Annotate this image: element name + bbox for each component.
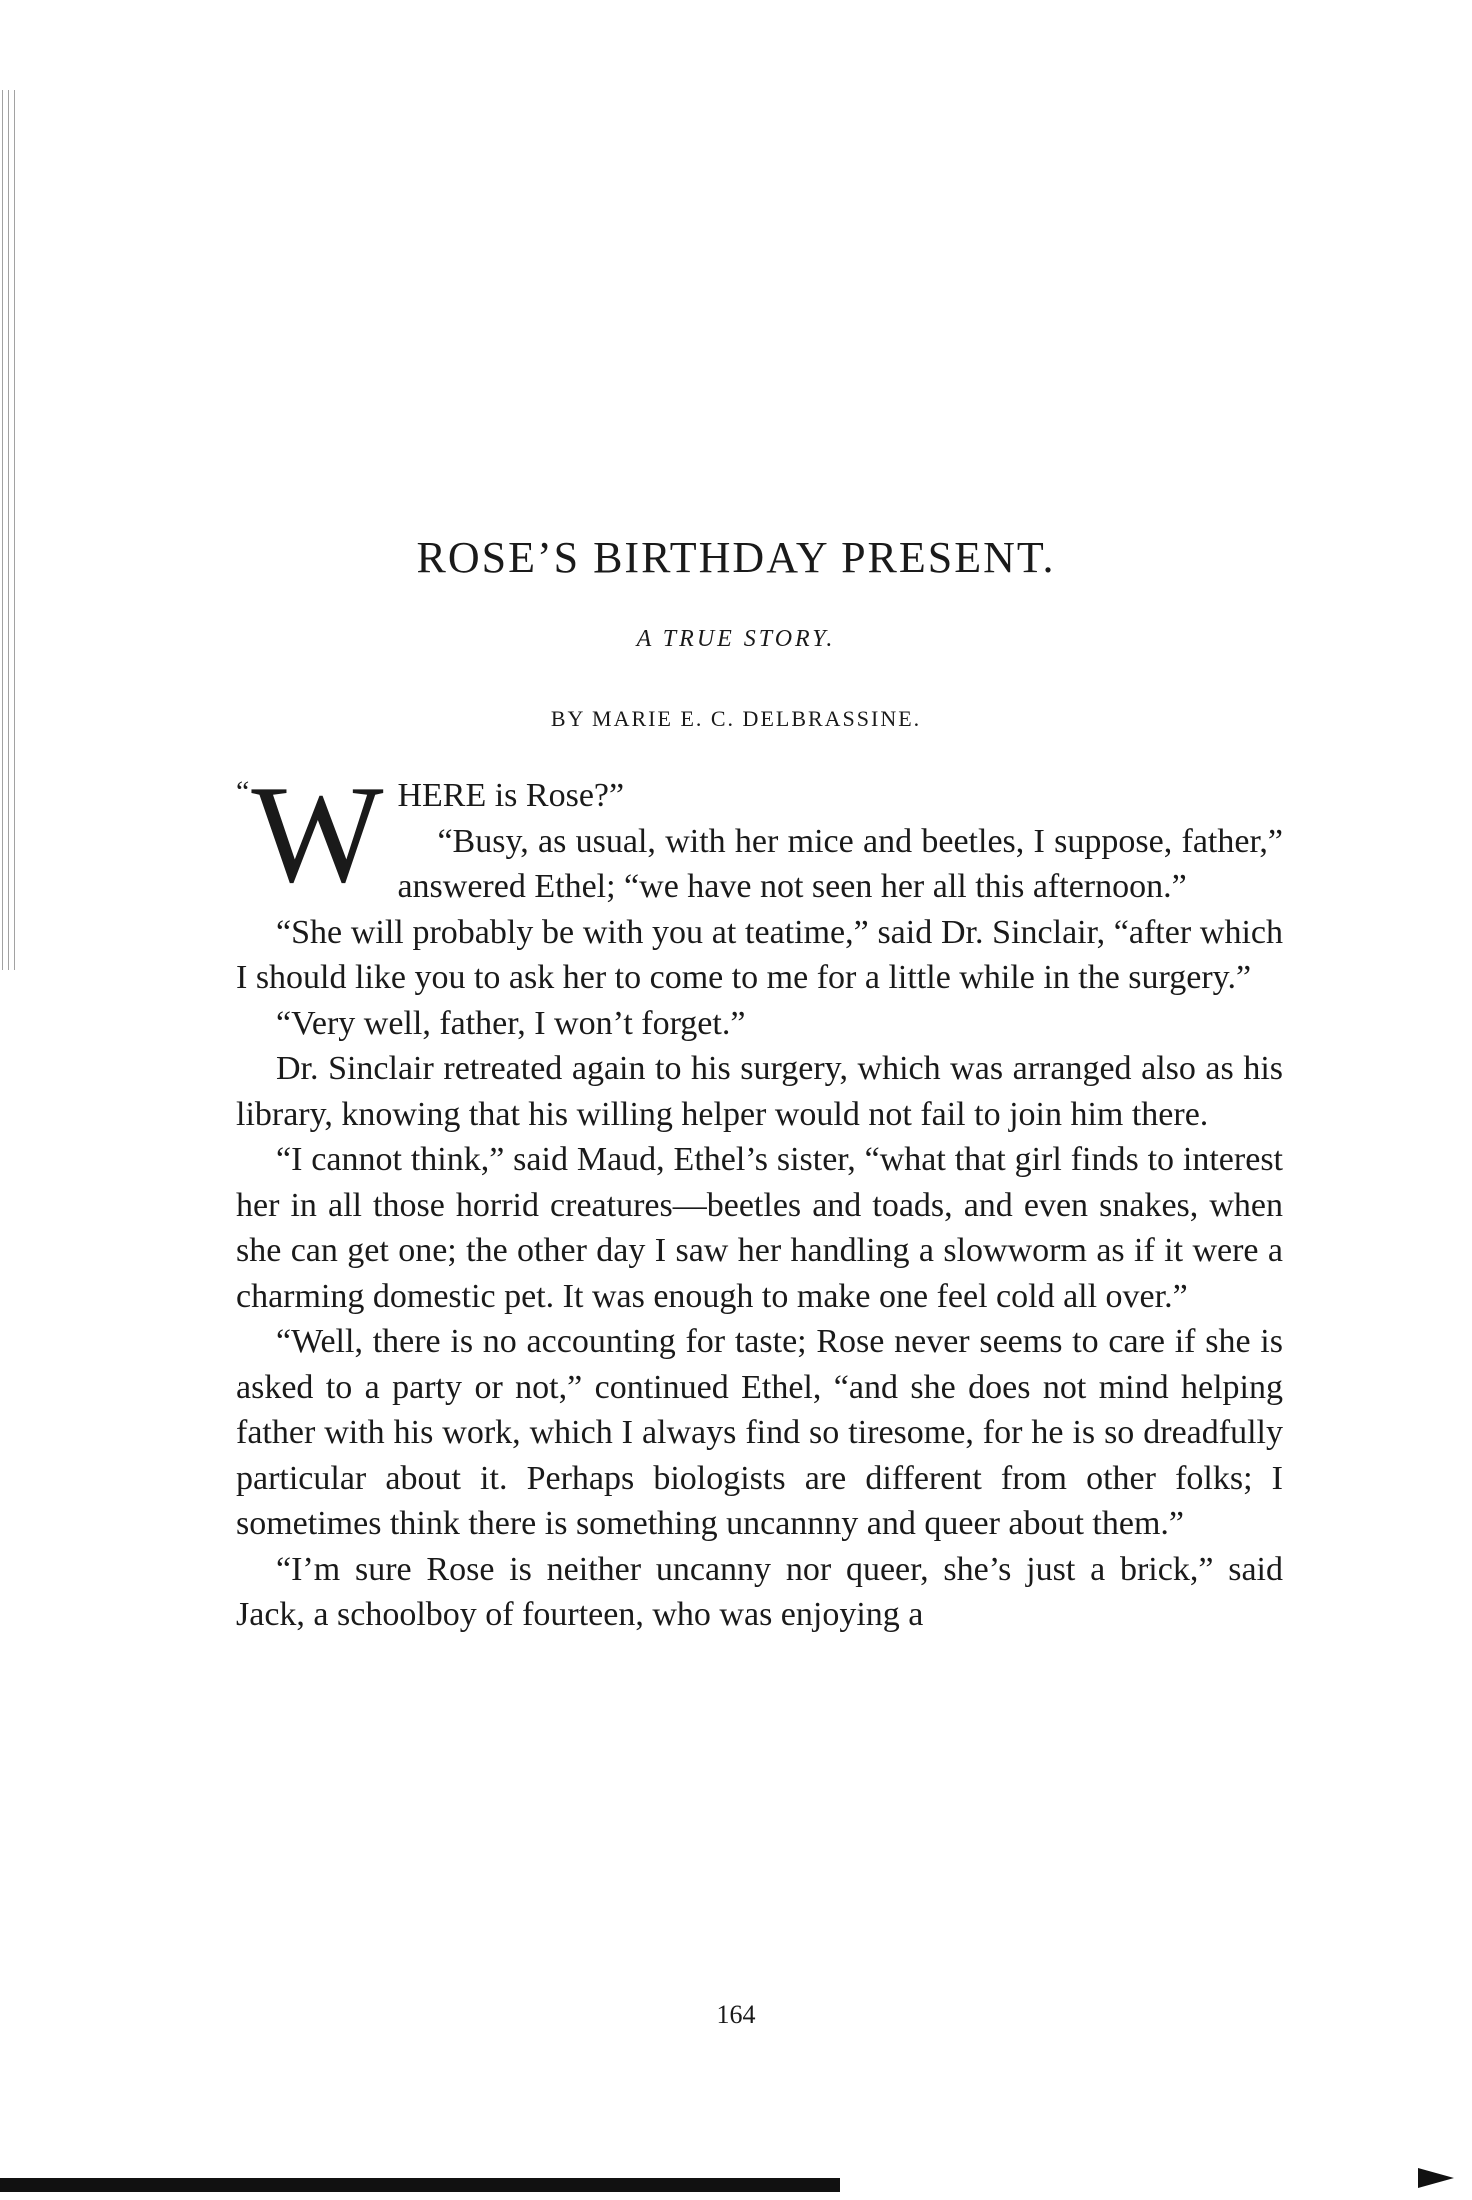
- story-paragraph: “Very well, father, I won’t forget.”: [276, 1004, 746, 1042]
- drop-cap-letter: W: [251, 757, 384, 912]
- page-turn-arrow-icon: [1418, 2168, 1454, 2188]
- story-paragraph: “I’m sure Rose is neither uncanny nor queer, she’s just a brick,” said Jack, a schoolboy of fourteen, who was enjoying a: [236, 1550, 1283, 1633]
- story-paragraph: “Busy, as usual, with her mice and beetles, I suppose, father,” answered Ethel; “we have not seen her all this afternoon.”: [397, 822, 1283, 905]
- scan-binding-edge: [0, 90, 16, 970]
- story-paragraph: Dr. Sinclair retreated again to his surgery, which was arranged also as his library, knowing that his willing helper would not fail to join him there.: [236, 1050, 1283, 1133]
- page-number: 164: [716, 2000, 756, 2029]
- story-title: ROSE’S BIRTHDAY PRESENT.: [416, 533, 1056, 582]
- story-paragraph: “I cannot think,” said Maud, Ethel’s sister, “what that girl finds to interest her in all those horrid creatures—beetles and toads, and even snakes, when she can get one; the other day I saw her handling a slowworm as if it were a charming domestic pet. It was enough to make one feel cold all over.”: [236, 1141, 1283, 1315]
- author-byline: BY MARIE E. C. DELBRASSINE.: [550, 706, 922, 731]
- paragraph-text: HERE is Rose?”: [397, 777, 625, 814]
- bottom-rule: [0, 2178, 840, 2192]
- story-paragraph: “She will probably be with you at teatime,” said Dr. Sinclair, “after which I should like you to ask her to come to me for a little while in the surgery.”: [236, 913, 1283, 996]
- story-subtitle: A TRUE STORY.: [636, 626, 836, 652]
- opening-quote-mark: “: [236, 775, 250, 808]
- story-body: [236, 757, 1283, 1638]
- story-paragraph: “Well, there is no accounting for taste; Rose never seems to care if she is asked to a party or not,” continued Ethel, “and she does not mind helping father with his work, which I always find so tiresome, for he is so dreadfully particular about it. Perhaps biologists are different from other folks; I sometimes think there is something uncannny and queer about them.”: [236, 1323, 1283, 1542]
